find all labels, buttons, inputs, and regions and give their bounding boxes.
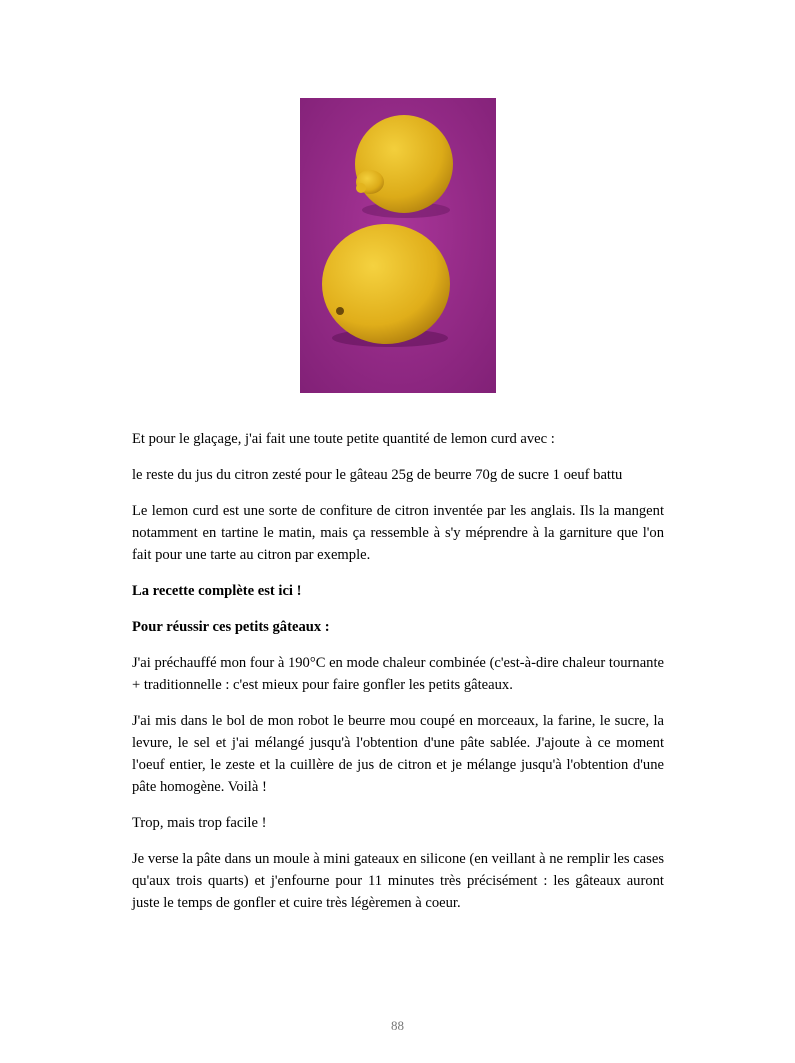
paragraph-oven: J'ai préchauffé mon four à 190°C en mode chaleur combinée (c'est-à-dire chaleur tournante + traditionnelle : c'est mieux pour faire gonfler les petits gâteaux.: [132, 655, 664, 693]
paragraph-baking: Je verse la pâte dans un moule à mini gateaux en silicone (en veillant à ne remplir les cases qu'aux trois quarts) et j'enfourne pour 11 minutes très précisément : les gâteaux auront juste le temps de gonfler et cuire très légèremen à coeur.: [132, 851, 664, 911]
lemon-top: [355, 115, 453, 213]
paragraph-glacage: Et pour le glaçage, j'ai fait une toute petite quantité de lemon curd avec :: [132, 431, 555, 447]
page-number: 88: [391, 1018, 404, 1033]
paragraph-lemon-curd: Le lemon curd est une sorte de confiture de citron inventée par les anglais. Ils la mangent notamment en tartine le matin, mais ça ressemble à s'y méprendre à la garniture que l'on fait pour une tarte au citron par exemple.: [132, 503, 664, 563]
paragraph-easy: Trop, mais trop facile !: [132, 815, 267, 831]
lemons-photo: [300, 98, 496, 393]
paragraph-ingredients: le reste du jus du citron zesté pour le gâteau 25g de beurre 70g de sucre 1 oeuf battu: [132, 467, 623, 483]
recipe-link-heading: La recette complète est ici !: [132, 583, 302, 599]
page-text: [132, 428, 664, 928]
tips-heading: Pour réussir ces petits gâteaux :: [132, 619, 330, 635]
paragraph-mixing: J'ai mis dans le bol de mon robot le beurre mou coupé en morceaux, la farine, le sucre, la levure, le sel et j'ai mélangé jusqu'à l'obtention d'une pâte sablée. J'ajoute à ce moment l'oeuf entier, le zeste et la cuillère de jus de citron et je mélange jusqu'à l'obtention d'une pâte homogène. Voilà !: [132, 713, 664, 795]
lemon-bottom: [322, 224, 450, 344]
